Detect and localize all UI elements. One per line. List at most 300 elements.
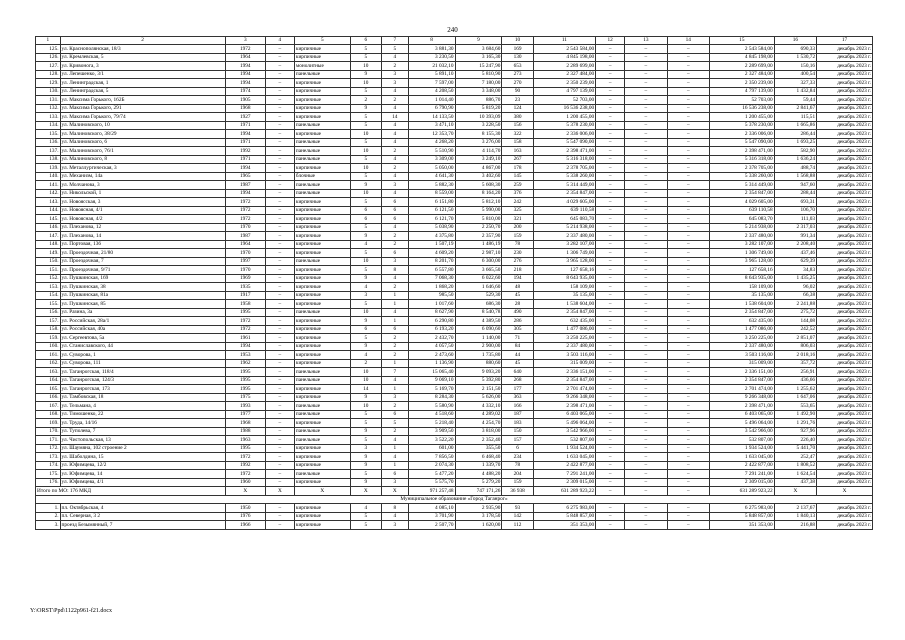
table-cell: –	[625, 283, 667, 292]
table-cell: кирпичные	[294, 419, 350, 428]
table-cell: 1950	[225, 504, 265, 513]
table-cell: панельные	[294, 155, 350, 164]
table-cell: 1994	[225, 164, 265, 173]
table-cell: 553,65	[774, 402, 816, 411]
table-cell: декабрь 2023 г.	[817, 266, 873, 275]
table-cell: –	[625, 198, 667, 207]
table-cell: кирпичные	[294, 283, 350, 292]
table-cell: –	[265, 453, 294, 462]
table-cell: 5	[350, 436, 381, 445]
table-cell: –	[596, 444, 625, 453]
table-cell: 5	[381, 419, 408, 428]
table-cell: декабрь 2023 г.	[817, 79, 873, 88]
table-cell: 1975	[225, 393, 265, 402]
table-cell: 690,33	[774, 45, 816, 54]
table-cell: декабрь 2023 г.	[817, 113, 873, 122]
table-cell: 115,51	[774, 113, 816, 122]
table-cell: –	[596, 368, 625, 377]
table-cell: 6 790,90	[408, 104, 455, 113]
table-cell: –	[625, 249, 667, 258]
table-cell: –	[596, 70, 625, 79]
table-cell: –	[625, 45, 667, 54]
table-cell: –	[625, 121, 667, 130]
table-cell: декабрь 2023 г.	[817, 453, 873, 462]
table-cell: 126.	[36, 53, 61, 62]
table-cell: –	[265, 53, 294, 62]
table-cell: 490	[502, 308, 533, 317]
table-cell: панельные	[294, 410, 350, 419]
table-cell: 629,39	[774, 257, 816, 266]
table-cell: –	[265, 393, 294, 402]
table-cell: 48	[502, 283, 533, 292]
table-cell: 171.	[36, 436, 61, 445]
table-cell: –	[265, 62, 294, 71]
table-cell: 3 881,30	[408, 45, 455, 54]
table-cell: –	[265, 470, 294, 479]
table-cell: 159	[502, 232, 533, 241]
table-cell: 234	[502, 453, 533, 462]
table-cell: декабрь 2023 г.	[817, 410, 873, 419]
table-cell: кирпичные	[294, 359, 350, 368]
table-cell: –	[667, 419, 709, 428]
table-cell: 9	[350, 393, 381, 402]
table-cell: 1 693,25	[774, 138, 816, 147]
table-cell: –	[265, 164, 294, 173]
table-cell: кирпичные	[294, 325, 350, 334]
table-cell: 6	[350, 37, 381, 45]
table-row	[36, 96, 873, 105]
table-cell: –	[667, 478, 709, 487]
table-cell: 5 848 857,00	[709, 512, 774, 521]
table-cell: 1 435,25	[774, 274, 816, 283]
table-cell: 144.	[36, 206, 61, 215]
table-cell: ул. Тамбовская, 18	[60, 393, 225, 402]
table-cell: ул. Малиновского, 38/29	[60, 130, 225, 139]
table-cell: X	[294, 487, 350, 496]
table-cell: X	[817, 487, 873, 496]
table-cell: 2 473,60	[408, 351, 455, 360]
table-cell: 1994	[225, 62, 265, 71]
table-cell: 158 109,00	[709, 283, 774, 292]
table-cell: ул. Юфимцева, 14	[60, 470, 225, 479]
table-cell: 1 538 604,00	[533, 300, 595, 309]
table-cell: 1 624,54	[774, 470, 816, 479]
table-cell: 3 909,50	[408, 427, 455, 436]
table-cell: кирпичные	[294, 215, 350, 224]
table-cell: 2 701 474,00	[709, 385, 774, 394]
table-cell: 880,60	[455, 359, 502, 368]
table-cell: ул. Максима Горького, 291	[60, 104, 225, 113]
table-cell: 9	[350, 427, 381, 436]
table-cell: 1 255,62	[774, 385, 816, 394]
table-cell: декабрь 2023 г.	[817, 470, 873, 479]
table-cell: –	[596, 232, 625, 241]
table-cell: 10	[350, 62, 381, 71]
table-cell: 2 507,70	[408, 521, 455, 530]
table-cell: 601,00	[408, 444, 455, 453]
table-cell: 2 543 584,00	[533, 45, 595, 54]
table-cell: 3 522,20	[408, 436, 455, 445]
table-cell: 273	[502, 70, 533, 79]
table-cell: ул. Кремлевская, 5	[60, 53, 225, 62]
table-row	[36, 147, 873, 156]
table-cell: 1 633 045,00	[709, 453, 774, 462]
table-cell: 1987	[225, 181, 265, 190]
table-cell: кирпичные	[294, 206, 350, 215]
table-cell: декабрь 2023 г.	[817, 215, 873, 224]
table-cell: –	[596, 215, 625, 224]
table-cell: 5 626,00	[455, 393, 502, 402]
table-cell: 6 403 065,00	[533, 410, 595, 419]
table-cell: –	[667, 521, 709, 530]
table-cell: кирпичные	[294, 291, 350, 300]
table-cell: ул. Таганрогская, 173	[60, 385, 225, 394]
table-cell: 1992	[225, 461, 265, 470]
table-cell: –	[265, 351, 294, 360]
table-cell: 363	[502, 393, 533, 402]
table-cell: –	[667, 487, 709, 496]
table-cell: –	[667, 342, 709, 351]
table-cell: 10	[350, 257, 381, 266]
table-cell: декабрь 2023 г.	[817, 461, 873, 470]
table-cell: 376	[502, 189, 533, 198]
table-cell: 9 266 348,00	[709, 393, 774, 402]
table-cell: 147.	[36, 232, 61, 241]
table-cell: 9	[350, 342, 381, 351]
table-cell: 146.	[36, 223, 61, 232]
table-cell: 2 354 847,00	[709, 308, 774, 317]
table-cell: –	[265, 436, 294, 445]
table-cell: 2 336 006,00	[533, 130, 595, 139]
table-cell: декабрь 2023 г.	[817, 96, 873, 105]
table-cell: 6 090,60	[455, 325, 502, 334]
table-cell: 286,44	[774, 130, 816, 139]
table-cell: 3 250 225,00	[709, 334, 774, 343]
table-cell: 200	[502, 223, 533, 232]
table-cell: декабрь 2023 г.	[817, 138, 873, 147]
table-cell: 5	[381, 45, 408, 54]
table-cell: 1	[36, 37, 61, 45]
table-cell: 4	[350, 283, 381, 292]
table-cell: 639 110,58	[533, 206, 595, 215]
table-cell: –	[625, 487, 667, 496]
table-cell: 4	[381, 189, 408, 198]
table-cell: –	[265, 104, 294, 113]
table-cell: 5 338 260,00	[709, 172, 774, 181]
table-cell: 1995	[225, 444, 265, 453]
table-row	[36, 427, 873, 436]
table-cell: 5	[350, 249, 381, 258]
table-cell: –	[596, 334, 625, 343]
table-cell: 6 193,20	[408, 325, 455, 334]
table-cell: ул. Пушкинская, 81а	[60, 291, 225, 300]
table-cell: –	[667, 266, 709, 275]
table-cell: –	[625, 410, 667, 419]
table-row	[36, 385, 873, 394]
table-cell: ул. Проездочная, 21/80	[60, 249, 225, 258]
table-cell: панельные	[294, 70, 350, 79]
table-cell: 2 701 474,00	[533, 385, 595, 394]
table-cell: 1972	[225, 470, 265, 479]
table-row	[36, 249, 873, 258]
table-cell: 252,47	[774, 453, 816, 462]
table-cell: 3	[350, 444, 381, 453]
table-cell: 1960	[225, 478, 265, 487]
table-cell: 5	[350, 334, 381, 343]
table-cell: панельные	[294, 402, 350, 411]
table-cell: 5	[350, 121, 381, 130]
table-cell: ул. Малиновского, 76/1	[60, 147, 225, 156]
table-cell: панельные	[294, 181, 350, 190]
table-cell: 5 214 938,00	[533, 223, 595, 232]
table-cell: 1	[381, 291, 408, 300]
table-cell: кирпичные	[294, 45, 350, 54]
table-cell: 3 665,50	[455, 266, 502, 275]
table-cell: ул. Шаболдина, 15	[60, 453, 225, 462]
table-cell: 5	[350, 223, 381, 232]
table-cell: 276	[502, 257, 533, 266]
table-cell: 10	[502, 37, 533, 45]
table-cell: декабрь 2023 г.	[817, 121, 873, 130]
table-cell: –	[596, 283, 625, 292]
table-cell: 631 289 923,22	[533, 487, 595, 496]
table-cell: 7 068,30	[408, 274, 455, 283]
table-cell: 2 900,00	[455, 342, 502, 351]
table-cell: –	[265, 410, 294, 419]
table-cell: –	[667, 410, 709, 419]
table-cell: 4 867,00	[455, 164, 502, 173]
table-cell: ул. Суворова, 111	[60, 359, 225, 368]
table-cell: –	[625, 334, 667, 343]
table-cell: 1 647,06	[774, 393, 816, 402]
table-cell: 2 208,40	[774, 240, 816, 249]
table-cell: 7 856,50	[408, 453, 455, 462]
table-cell: –	[625, 291, 667, 300]
table-cell: 1 808,52	[774, 461, 816, 470]
table-cell: 153.	[36, 283, 61, 292]
table-cell: 1 568,88	[774, 172, 816, 181]
table-cell: 8	[381, 266, 408, 275]
table-cell: декабрь 2023 г.	[817, 444, 873, 453]
table-cell: 2	[381, 240, 408, 249]
table-cell: 1972	[225, 317, 265, 326]
table-cell: 45	[502, 359, 533, 368]
table-cell: 3 276,00	[455, 138, 502, 147]
table-cell: 8 559,00	[408, 189, 455, 198]
table-cell: пл. Северная, 3 2	[60, 512, 225, 521]
header-row	[36, 37, 873, 45]
table-cell: 156	[502, 121, 533, 130]
table-cell: 166	[502, 402, 533, 411]
table-cell: 2 137,67	[774, 504, 816, 513]
table-cell: 2 289 699,00	[709, 62, 774, 71]
table-cell: –	[625, 138, 667, 147]
table-cell: X	[774, 487, 816, 496]
table-cell: –	[667, 130, 709, 139]
table-cell: 532 807,00	[709, 436, 774, 445]
table-cell: 127 658,16	[533, 266, 595, 275]
table-cell: панельные	[294, 121, 350, 130]
table-cell: –	[625, 376, 667, 385]
table-cell: 52 703,00	[533, 96, 595, 105]
table-cell: 3 230,50	[408, 53, 455, 62]
table-cell: 216,88	[774, 521, 816, 530]
table-cell: 3.	[36, 521, 61, 530]
table-cell: 1971	[225, 155, 265, 164]
table-row	[36, 300, 873, 309]
table-cell: 3 249,10	[455, 155, 502, 164]
table-cell: декабрь 2023 г.	[817, 53, 873, 62]
table-cell: 357,72	[774, 359, 816, 368]
table-cell: –	[596, 223, 625, 232]
table-row	[36, 410, 873, 419]
table-cell: –	[625, 444, 667, 453]
table-cell: 3 542 966,00	[709, 427, 774, 436]
table-cell: декабрь 2023 г.	[817, 104, 873, 113]
table-cell: –	[596, 376, 625, 385]
table-cell: 2	[381, 283, 408, 292]
table-cell: 1972	[225, 215, 265, 224]
table-cell: 2 250,70	[455, 223, 502, 232]
table-cell: ул. Пушкинская, 85	[60, 300, 225, 309]
table-cell: –	[596, 393, 625, 402]
table-cell: 136.	[36, 138, 61, 147]
table-cell: 315 009,00	[709, 359, 774, 368]
table-cell: 2 074,30	[408, 461, 455, 470]
table-cell: ул. Краснополянская, 18/3	[60, 45, 225, 54]
table-cell: 5 314 449,00	[533, 181, 595, 190]
table-cell: 1 934 524,00	[709, 444, 774, 453]
table-cell: 5 378 230,00	[709, 121, 774, 130]
table-cell: декабрь 2023 г.	[817, 147, 873, 156]
table-cell: декабрь 2023 г.	[817, 427, 873, 436]
table-cell: 2	[381, 342, 408, 351]
table-cell: 1961	[225, 334, 265, 343]
table-cell: –	[625, 104, 667, 113]
table-cell: –	[667, 300, 709, 309]
section-title: Муниципальное образование «Город Таганрог»	[36, 495, 873, 504]
table-cell: панельные	[294, 470, 350, 479]
table-cell: 3	[381, 257, 408, 266]
table-row	[36, 206, 873, 215]
table-cell: 7	[381, 37, 408, 45]
table-cell: 2 357,90	[455, 232, 502, 241]
table-cell: 3 542 966,00	[533, 427, 595, 436]
table-cell: –	[265, 334, 294, 343]
table-cell: 4	[381, 138, 408, 147]
table-cell: 138.	[36, 155, 61, 164]
table-cell: –	[667, 249, 709, 258]
table-cell: 12 353,70	[408, 130, 455, 139]
table-cell: 1 538 604,00	[709, 300, 774, 309]
table-row	[36, 113, 873, 122]
table-cell: 2 309 015,00	[533, 478, 595, 487]
table-cell: –	[625, 402, 667, 411]
table-cell: 1992	[225, 147, 265, 156]
table-cell: декабрь 2023 г.	[817, 300, 873, 309]
table-cell: 6 275 983,00	[709, 504, 774, 513]
table-cell: –	[667, 325, 709, 334]
table-cell: –	[265, 266, 294, 275]
table-cell: кирпичные	[294, 240, 350, 249]
table-cell: –	[625, 155, 667, 164]
table-cell: 1 136,90	[408, 359, 455, 368]
table-cell: 161.	[36, 351, 61, 360]
table-cell: панельные	[294, 138, 350, 147]
table-cell: 7	[381, 368, 408, 377]
table-cell: 132.	[36, 104, 61, 113]
table-cell: –	[625, 223, 667, 232]
table-cell: ул. Кривонога, 3	[60, 62, 225, 71]
table-cell: кирпичные	[294, 300, 350, 309]
table-cell: 172.	[36, 444, 61, 453]
table-cell: 2 398 471,00	[709, 402, 774, 411]
table-cell: ул. Юфимцева, 12/2	[60, 461, 225, 470]
table-cell: 5	[350, 521, 381, 530]
table-row	[36, 444, 873, 453]
table-cell: –	[596, 453, 625, 462]
table-cell: 985,50	[408, 291, 455, 300]
table-cell: 112	[502, 521, 533, 530]
table-cell: 4	[381, 436, 408, 445]
table-row	[36, 240, 873, 249]
table-cell: 10	[350, 164, 381, 173]
table-cell: –	[667, 376, 709, 385]
table-cell: 1965	[225, 172, 265, 181]
table-cell: кирпичные	[294, 385, 350, 394]
table-cell: 6 300,00	[455, 257, 502, 266]
table-cell: 8 164,20	[455, 189, 502, 198]
table-cell: ул. Новоясная, 4/1	[60, 206, 225, 215]
table-cell: 44	[502, 351, 533, 360]
table-cell: –	[667, 436, 709, 445]
table-cell: декабрь 2023 г.	[817, 478, 873, 487]
table-cell: 11	[533, 37, 595, 45]
table-cell: 4	[350, 351, 381, 360]
table-cell: 8 155,30	[455, 130, 502, 139]
table-cell: ул. Ленинградская, 5	[60, 87, 225, 96]
table-cell: ул. Юфимцева, 4/1	[60, 478, 225, 487]
table-cell: –	[265, 87, 294, 96]
table-cell: –	[265, 249, 294, 258]
table-cell: 3 228,50	[455, 121, 502, 130]
table-cell: ул. Проездочная, 9/71	[60, 266, 225, 275]
table-row	[36, 461, 873, 470]
table-cell: 5 314 449,00	[709, 181, 774, 190]
table-cell: 8 284,30	[408, 393, 455, 402]
table-cell: 991,34	[774, 232, 816, 241]
table-cell: –	[596, 410, 625, 419]
table-cell: ул. Российская, 40а	[60, 325, 225, 334]
table-cell: –	[596, 291, 625, 300]
table-cell: панельные	[294, 308, 350, 317]
table-cell: 5	[294, 37, 350, 45]
table-cell: 2 935,90	[455, 504, 502, 513]
table-cell: 1968	[225, 419, 265, 428]
table-cell: 16	[774, 37, 816, 45]
table-cell: 35 135,00	[533, 291, 595, 300]
table-cell: 322	[502, 130, 533, 139]
table-cell: 693,31	[774, 198, 816, 207]
table-cell: 1 017,60	[408, 300, 455, 309]
table-cell: 2 398 471,00	[533, 147, 595, 156]
table-cell: –	[667, 181, 709, 190]
table-cell: –	[667, 385, 709, 394]
table-cell: 2 350 239,00	[709, 79, 774, 88]
table-cell: –	[596, 461, 625, 470]
table-cell: –	[265, 138, 294, 147]
table-cell: 5 214 938,00	[709, 223, 774, 232]
